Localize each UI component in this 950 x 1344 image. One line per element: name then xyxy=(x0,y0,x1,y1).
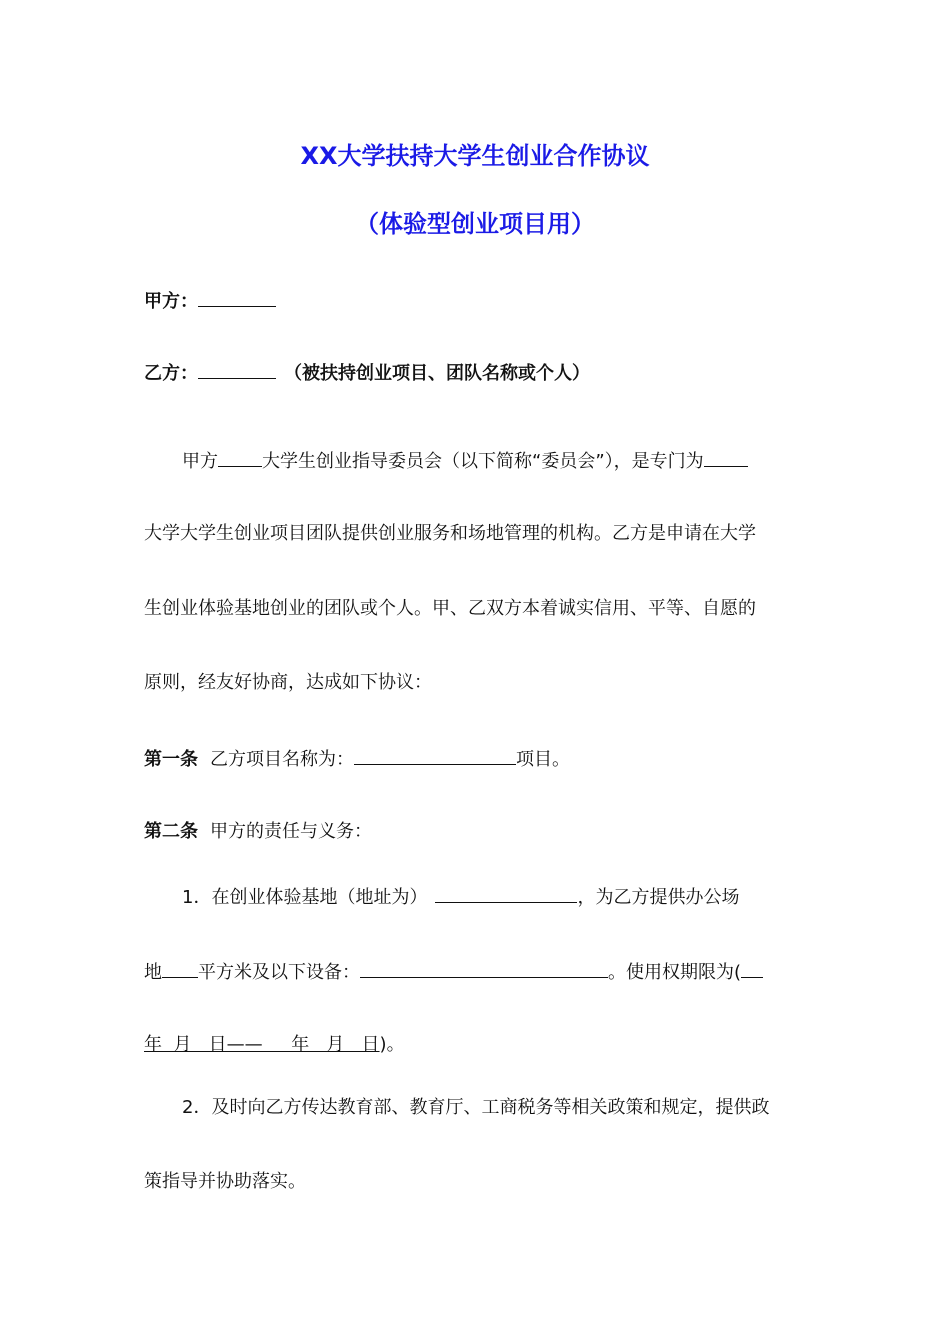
equipment-blank xyxy=(360,959,608,978)
party-a-blank xyxy=(198,288,276,307)
term-blank xyxy=(741,959,763,978)
item-1-seg2: ，为乙方提供办公场 xyxy=(577,887,740,908)
intro-line-2: 大学大学生创业项目团队提供创业服务和场地管理的机构。乙方是申请在大学 xyxy=(144,523,756,544)
address-blank xyxy=(435,884,577,903)
party-b-label: 乙方： xyxy=(144,363,198,384)
article-2-label: 第二条 xyxy=(144,821,198,842)
item-1-seg5: 。使用权期限为( xyxy=(608,962,742,983)
party-a-label: 甲方： xyxy=(144,291,198,312)
item-1-seg4: 平方米及以下设备： xyxy=(198,962,360,983)
article-1 xyxy=(144,746,570,772)
item-2-line-2: 策指导并协助落实。 xyxy=(144,1171,306,1192)
party-a-line xyxy=(144,288,276,314)
intro-line-4: 原则，经友好协商，达成如下协议： xyxy=(144,672,432,693)
item-1-line-3 xyxy=(144,1033,405,1057)
party-b-note: （被扶持创业项目、团队名称或个人） xyxy=(284,363,590,384)
intro-blank-1 xyxy=(218,448,262,467)
intro-seg2: 大学生创业指导委员会（以下简称“委员会”），是专门为 xyxy=(262,451,704,472)
article-2-text: 甲方的责任与义务： xyxy=(210,821,372,842)
area-blank xyxy=(162,959,198,978)
intro-line-1 xyxy=(182,448,748,474)
date-range: 年 月 日—— 年 月 日 xyxy=(144,1034,380,1055)
item-1-seg1: 1．在创业体验基地（地址为） xyxy=(182,887,428,908)
intro-seg1: 甲方 xyxy=(182,451,218,472)
document-subtitle: （体验型创业项目用） xyxy=(355,210,595,238)
project-name-blank xyxy=(354,746,516,765)
item-1-seg3: 地 xyxy=(144,962,162,983)
item-1-line-1 xyxy=(182,884,739,910)
party-b-line xyxy=(144,360,590,386)
article-2 xyxy=(144,820,372,844)
intro-line-3: 生创业体验基地创业的团队或个人。甲、乙双方本着诚实信用、平等、自愿的 xyxy=(144,598,756,619)
article-1-text: 乙方项目名称为： xyxy=(210,749,354,770)
intro-blank-2 xyxy=(704,448,748,467)
party-b-blank xyxy=(198,360,276,379)
document-title: XX大学扶持大学生创业合作协议 xyxy=(300,142,650,170)
item-2-line-1: 2．及时向乙方传达教育部、教育厅、工商税务等相关政策和规定，提供政 xyxy=(182,1097,770,1118)
article-1-text-after: 项目。 xyxy=(516,749,570,770)
item-1-line-2 xyxy=(144,959,763,985)
article-1-label: 第一条 xyxy=(144,749,198,770)
item-1-end: )。 xyxy=(379,1034,405,1055)
